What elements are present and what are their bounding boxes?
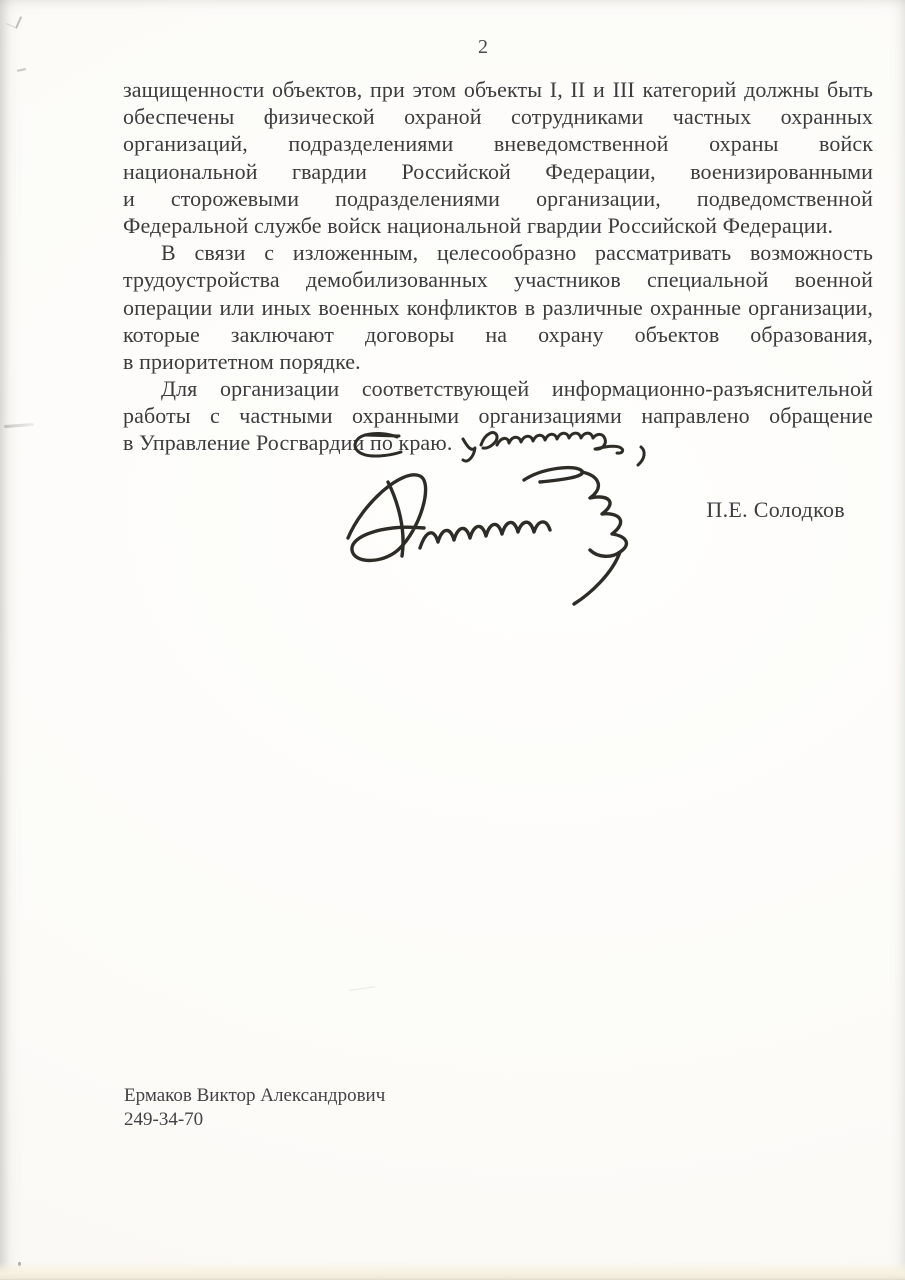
body-line: защищенности объектов, при этом объекты I, II и III категорий должны быть bbox=[123, 77, 873, 102]
scan-artifact bbox=[15, 59, 26, 72]
signature bbox=[328, 452, 698, 620]
scan-edge-strip bbox=[0, 1262, 905, 1280]
body-line: работы с частными охранными организациями направлено обращение bbox=[123, 403, 873, 429]
paragraph bbox=[123, 76, 873, 239]
body-line: которые заключают договоры на охрану объектов образования, bbox=[123, 321, 873, 347]
document-body bbox=[123, 76, 873, 457]
scan-edge-shading bbox=[0, 0, 10, 1280]
body-line: обеспечены физической охраной сотрудниками частных охранных bbox=[123, 104, 873, 130]
paragraph bbox=[123, 239, 873, 375]
body-line: Федеральной службе войск национальной гвардии Российской Федерации. bbox=[123, 212, 834, 238]
body-line: организаций, подразделениями вневедомственной охраны войск bbox=[123, 131, 873, 157]
page-number: 2 bbox=[478, 36, 488, 58]
body-line: В связи с изложенным, целесообразно рассматривать возможность bbox=[161, 240, 873, 266]
scan-artifact bbox=[349, 986, 376, 1001]
contact-phone: 249-34-70 bbox=[124, 1108, 204, 1130]
body-line: национальной гвардии Российской Федерации, военизированными bbox=[123, 158, 873, 184]
body-line: в приоритетном порядке. bbox=[123, 348, 361, 374]
body-line: Для организации соответствующей информационно-разъяснительной bbox=[161, 376, 873, 402]
body-line: в Управление Росгвардии по краю. bbox=[123, 430, 453, 456]
body-line: и сторожевыми подразделениями организации, подведомственной bbox=[123, 185, 873, 211]
contact-name: Ермаков Виктор Александрович bbox=[124, 1085, 386, 1106]
footer-contact bbox=[124, 1084, 385, 1131]
body-line: операции или иных военных конфликтов в различные охранные организации, bbox=[123, 294, 873, 320]
signatory-name: П.Е. Солодков bbox=[706, 497, 845, 522]
body-line: трудоустройства демобилизованных участников специальной военной bbox=[123, 267, 873, 293]
